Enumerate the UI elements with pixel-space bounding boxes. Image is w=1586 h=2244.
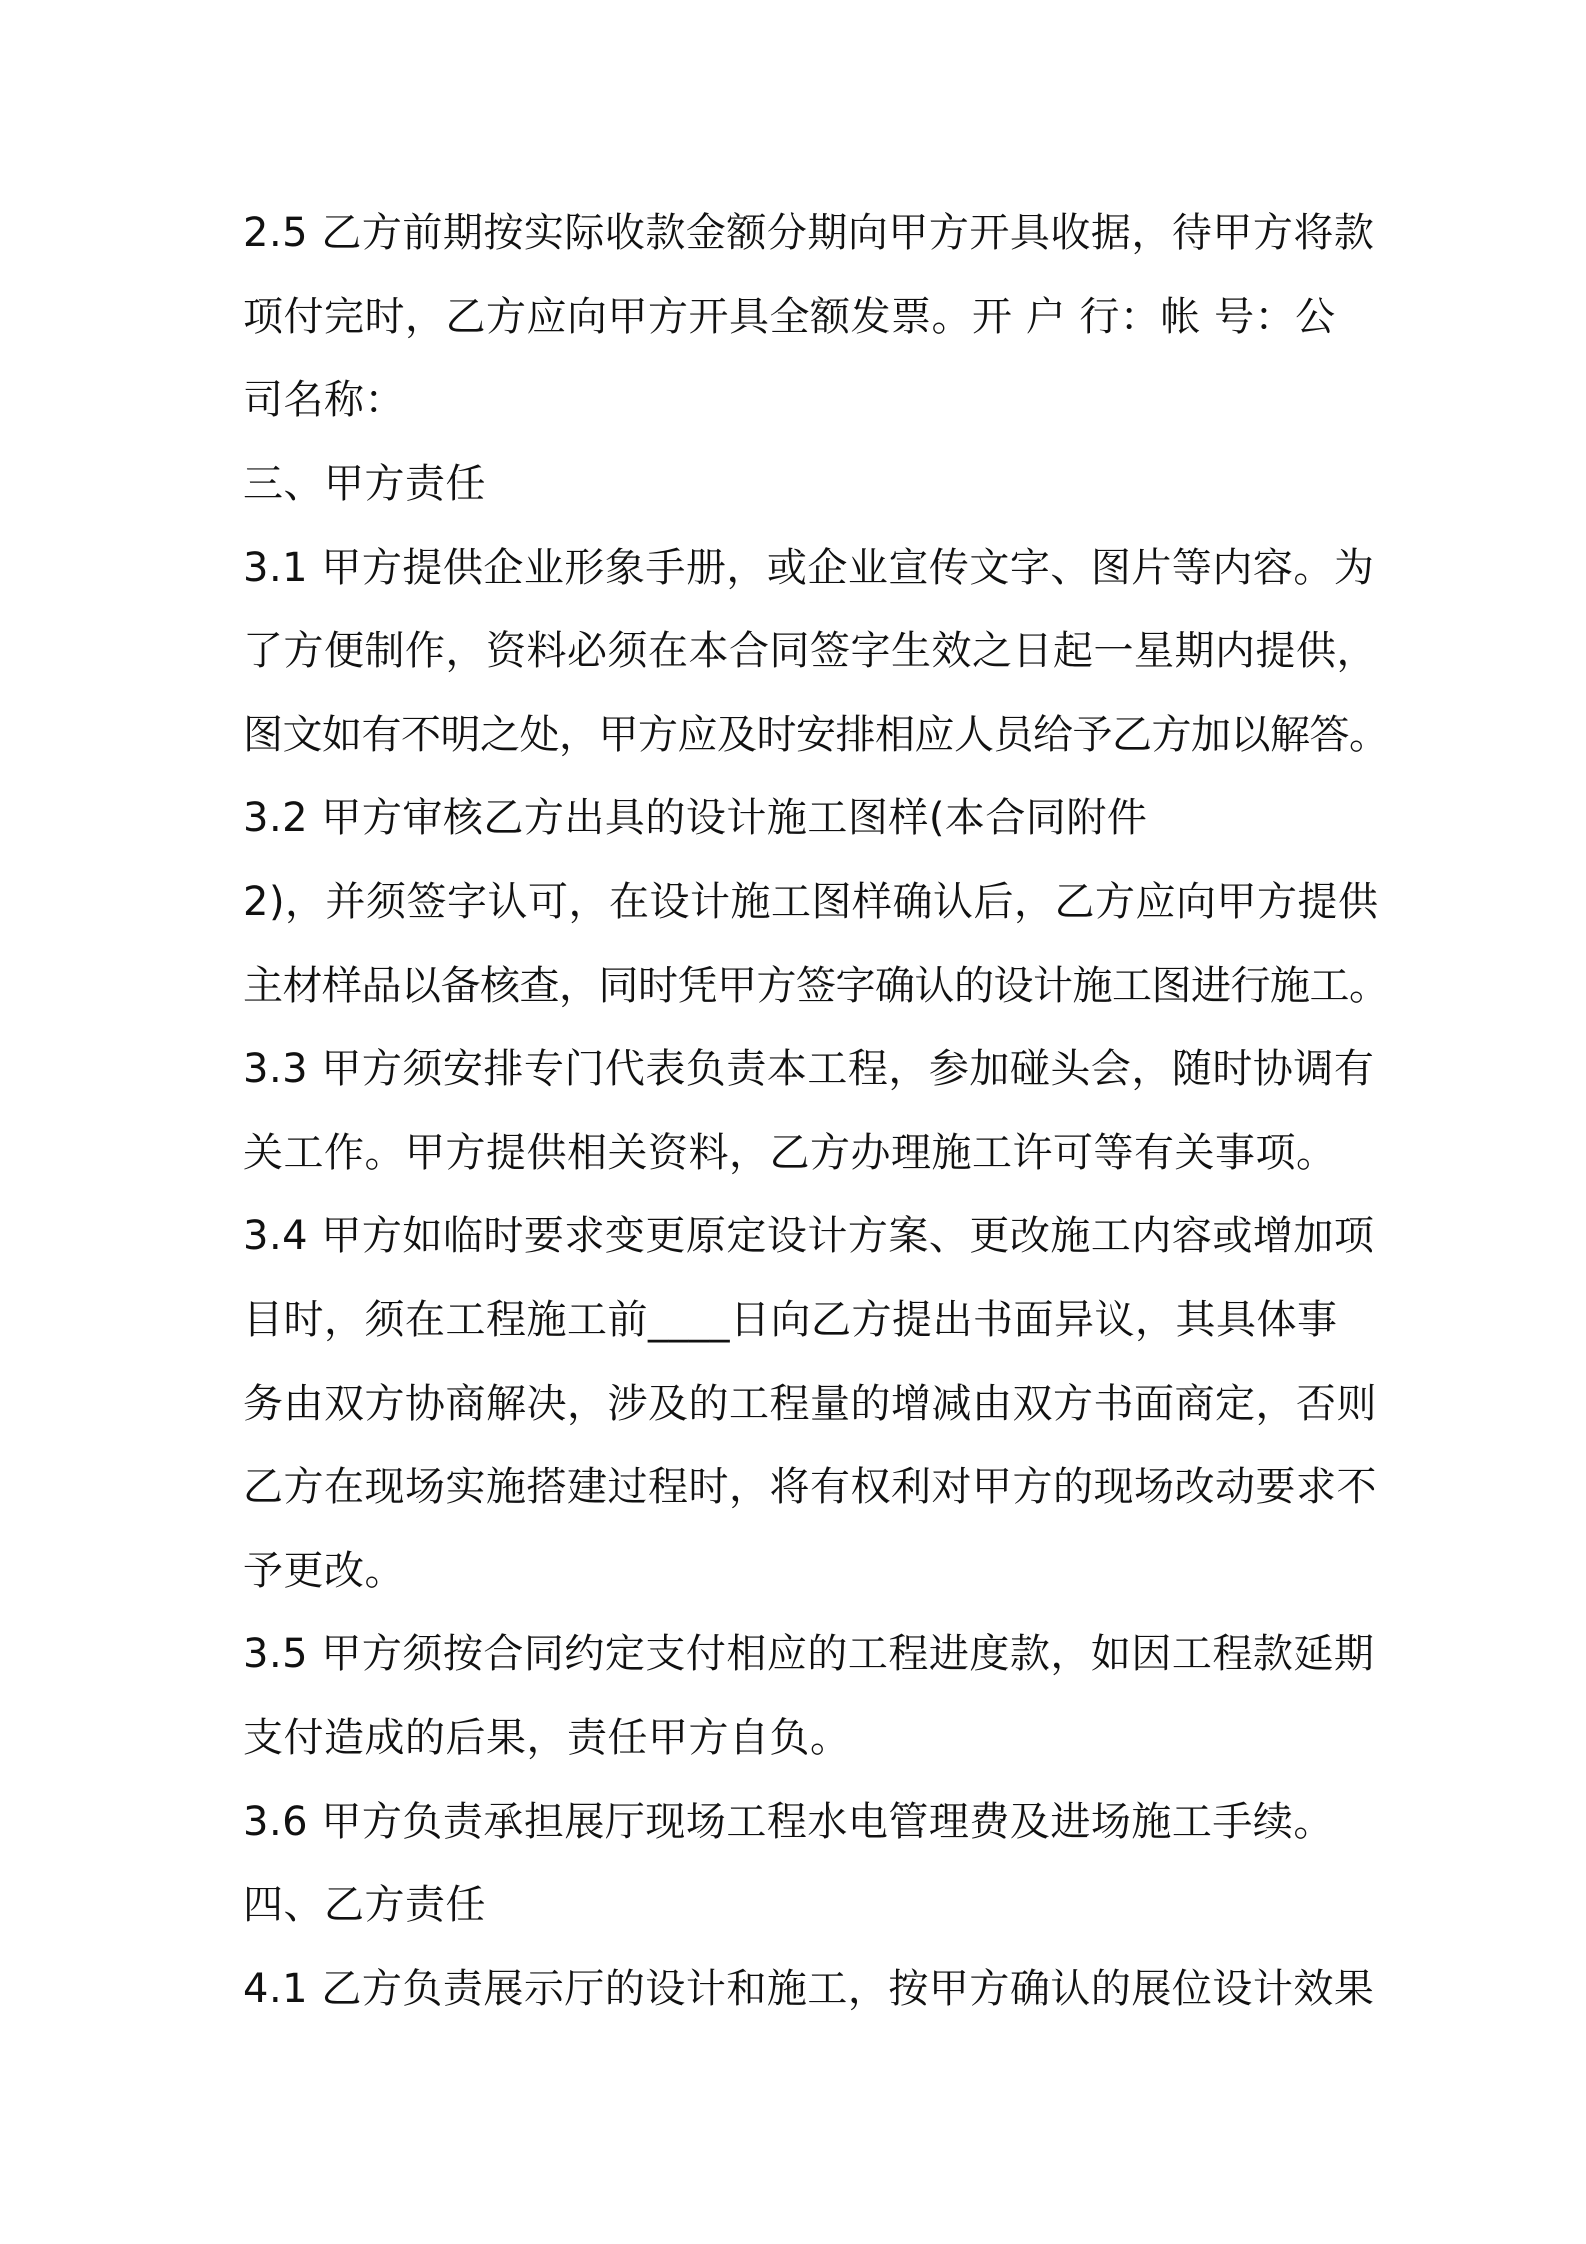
text-line: 4.1 乙方负责展示厅的设计和施工，按甲方确认的展位设计效果 (243, 1966, 1375, 2012)
text-line: 3.5 甲方须按合同约定支付相应的工程进度款，如因工程款延期 (243, 1631, 1375, 1677)
section-heading: 三、甲方责任 (243, 461, 486, 507)
text-line: 乙方在现场实施搭建过程时，将有权利对甲方的现场改动要求不 (243, 1464, 1377, 1510)
section-heading: 四、乙方责任 (243, 1882, 486, 1928)
text-line: 3.4 甲方如临时要求变更原定设计方案、更改施工内容或增加项 (243, 1213, 1375, 1259)
text-line: 3.2 甲方审核乙方出具的设计施工图样(本合同附件 (243, 795, 1148, 841)
text-line: 项付完时，乙方应向甲方开具全额发票。开 户 行：帐 号：公 (243, 294, 1336, 340)
text-line: 了方便制作，资料必须在本合同签字生效之日起一星期内提供， (243, 628, 1377, 674)
text-line: 图文如有不明之处，甲方应及时安排相应人员给予乙方加以解答。 (243, 712, 1389, 758)
text-line: 目时，须在工程施工前____日向乙方提出书面异议，其具体事 (243, 1297, 1338, 1343)
text-line: 2)，并须签字认可，在设计施工图样确认后，乙方应向甲方提供 (243, 879, 1379, 925)
text-line: 3.3 甲方须安排专门代表负责本工程，参加碰头会，随时协调有 (243, 1046, 1375, 1092)
text-line: 支付造成的后果，责任甲方自负。 (243, 1715, 851, 1761)
text-line: 3.6 甲方负责承担展厅现场工程水电管理费及进场施工手续。 (243, 1799, 1334, 1845)
text-line: 关工作。甲方提供相关资料，乙方办理施工许可等有关事项。 (243, 1130, 1337, 1176)
text-line: 主材样品以备核查，同时凭甲方签字确认的设计施工图进行施工。 (243, 963, 1389, 1009)
text-line: 务由双方协商解决，涉及的工程量的增减由双方书面商定，否则 (243, 1381, 1377, 1427)
text-line: 3.1 甲方提供企业形象手册，或企业宣传文字、图片等内容。为 (243, 545, 1375, 591)
text-line: 2.5 乙方前期按实际收款金额分期向甲方开具收据，待甲方将款 (243, 210, 1375, 256)
text-line: 予更改。 (243, 1548, 405, 1594)
text-line: 司名称： (243, 377, 405, 423)
